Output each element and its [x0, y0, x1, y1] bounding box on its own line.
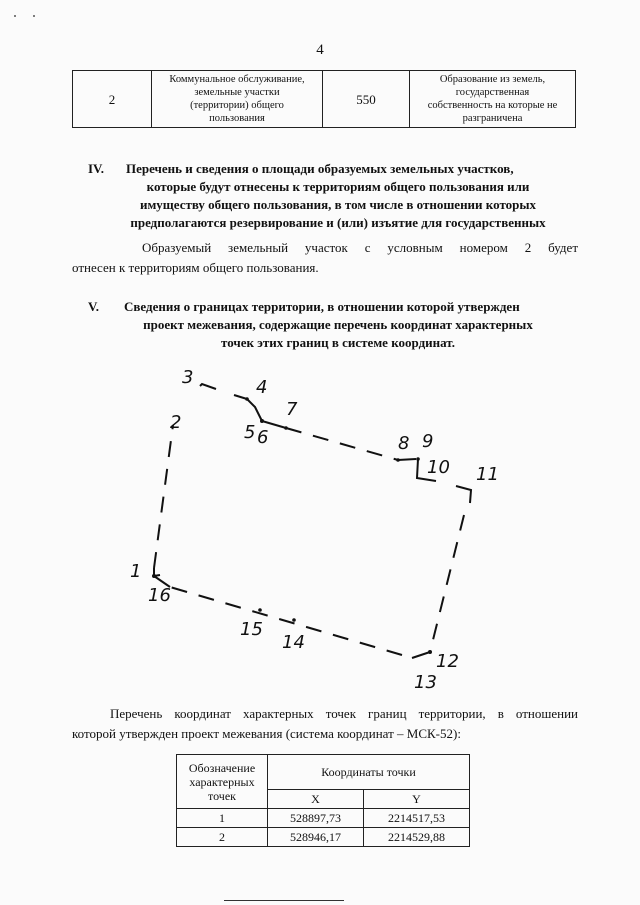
point-cell: 2 — [177, 828, 268, 847]
point-label: 6 — [257, 427, 269, 448]
boundary-segment — [412, 652, 430, 658]
point-label: 7 — [286, 399, 298, 420]
point-marker — [258, 608, 262, 612]
permitted-use-line: пользования — [209, 113, 265, 124]
point-label: 15 — [240, 619, 263, 640]
point-marker — [428, 650, 432, 654]
point-label: 16 — [148, 585, 171, 606]
boundary-segment — [430, 515, 464, 652]
permitted-use-line: (территории) общего — [190, 100, 284, 111]
section-iv-paragraph — [72, 238, 578, 278]
point-label: 5 — [244, 422, 256, 443]
boundary-segment — [398, 459, 416, 460]
coordinates-table — [176, 754, 470, 847]
formation-method-line: разграничена — [462, 113, 523, 124]
permitted-use-cell — [152, 71, 323, 128]
point-marker — [152, 574, 156, 578]
point-marker — [284, 426, 288, 430]
formation-method-line: Образование из земель, — [439, 74, 546, 85]
formation-method-line: собственность на которые не — [427, 100, 558, 111]
scan-dot — [33, 15, 35, 17]
plot-number-cell: 2 — [73, 71, 152, 128]
section-numeral: V. — [88, 299, 99, 314]
land-plot-table — [72, 70, 576, 128]
page-number: 4 — [316, 42, 324, 58]
table-row — [177, 828, 470, 847]
coordinates-intro — [72, 704, 578, 744]
point-marker — [245, 397, 249, 401]
header-line: характерных — [189, 774, 255, 789]
permitted-use-line: земельные участки — [194, 87, 280, 98]
point-marker — [416, 457, 420, 461]
heading-line: Перечень и сведения о площади образуемых земельных участков, — [126, 161, 514, 176]
point-label: 11 — [476, 464, 499, 485]
boundary-diagram — [120, 365, 520, 695]
heading-line: Сведения о границах территории, в отношении которой утвержден — [124, 299, 520, 314]
paragraph-line: отнесен к территориям общего пользования. — [72, 260, 319, 275]
coordinates-header-cell: Координаты точки — [268, 755, 470, 790]
heading-line: предполагаются резервирование и (или) изъятие для государственных — [130, 215, 546, 230]
heading-line: которые будут отнесены к территориям общего пользования или — [146, 179, 530, 194]
point-label: 8 — [398, 433, 410, 454]
boundary-outline — [154, 384, 471, 658]
point-label: 12 — [436, 651, 459, 672]
table-header-row — [177, 755, 470, 790]
x-cell: 528897,73 — [268, 809, 364, 828]
point-markers — [152, 397, 432, 654]
point-label: 10 — [427, 457, 450, 478]
section-iv-heading — [88, 160, 588, 234]
table-row — [177, 809, 470, 828]
boundary-segment — [247, 399, 262, 421]
point-cell: 1 — [177, 809, 268, 828]
paragraph-line: Перечень координат характерных точек границ территории, в отношении — [110, 706, 578, 721]
point-label: 1 — [130, 561, 142, 582]
y-header-cell: Y — [364, 790, 470, 809]
section-numeral: IV. — [88, 161, 105, 176]
point-label: 13 — [414, 672, 437, 693]
y-cell: 2214517,53 — [364, 809, 470, 828]
boundary-segment — [456, 486, 471, 503]
boundary-segment — [286, 428, 398, 460]
boundary-segment — [200, 384, 216, 389]
scan-dot — [14, 15, 16, 17]
section-v-heading — [88, 298, 588, 354]
x-cell: 528946,17 — [268, 828, 364, 847]
formation-method-cell — [410, 71, 576, 128]
point-label: 9 — [422, 431, 434, 452]
boundary-segment — [154, 425, 173, 568]
paragraph-line: Образуемый земельный участок с условным номером 2 будет — [142, 240, 578, 255]
header-line: Обозначение — [188, 760, 256, 775]
point-marker — [396, 458, 400, 462]
heading-line: точек этих границ в системе координат. — [221, 335, 455, 350]
point-label: 4 — [256, 377, 268, 398]
area-cell: 550 — [323, 71, 410, 128]
point-label: 14 — [282, 632, 305, 653]
point-header-cell — [177, 755, 268, 809]
y-cell: 2214529,88 — [364, 828, 470, 847]
table-row — [73, 71, 576, 128]
point-labels — [130, 367, 499, 693]
paragraph-line: которой утвержден проект межевания (система координат – МСК-52): — [72, 726, 461, 741]
footer-rule — [224, 900, 344, 901]
point-label: 3 — [182, 367, 194, 388]
header-line: точек — [208, 788, 236, 803]
permitted-use-line: Коммунальное обслуживание, — [169, 74, 305, 85]
x-header-cell: X — [268, 790, 364, 809]
point-marker — [260, 419, 264, 423]
heading-line: имуществу общего пользования, в том числе в отношении которых — [139, 197, 537, 212]
heading-line: проект межевания, содержащие перечень координат характерных — [143, 317, 533, 332]
point-marker — [292, 618, 296, 622]
boundary-segment — [234, 395, 247, 399]
point-label: 2 — [170, 412, 182, 433]
formation-method-line: государственная — [455, 87, 530, 98]
